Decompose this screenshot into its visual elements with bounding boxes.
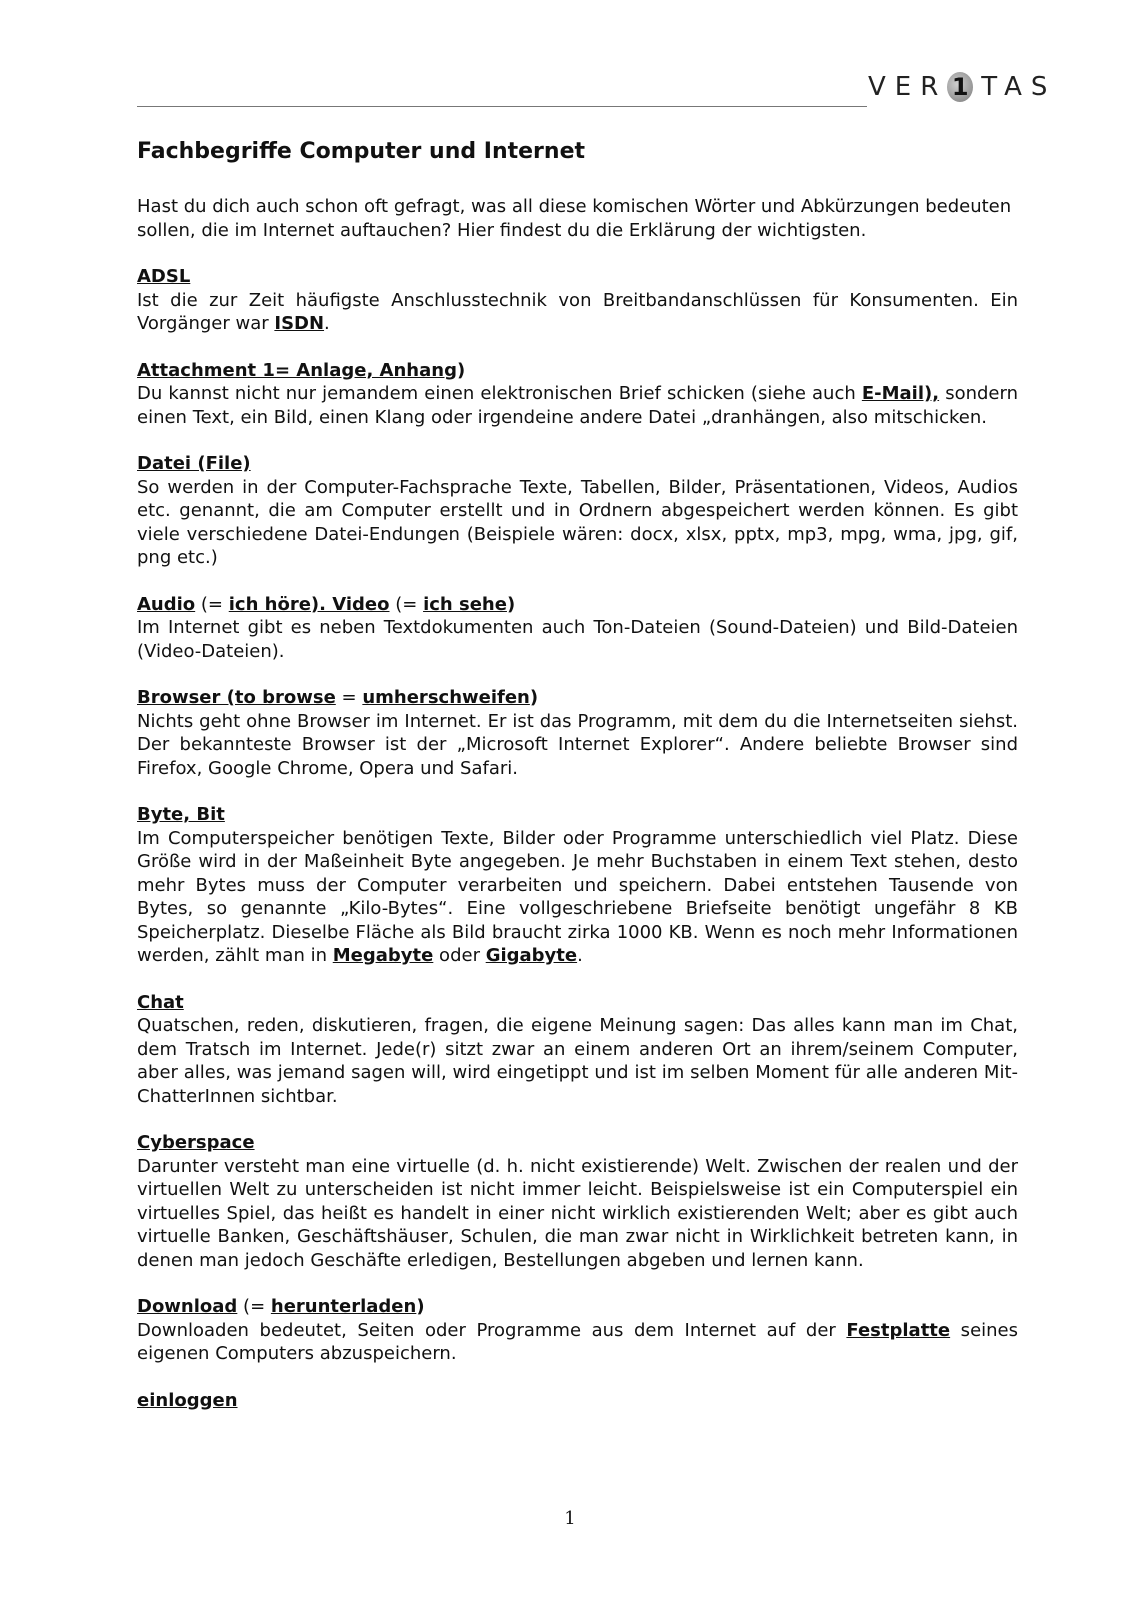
entry-byte-bit: [137, 803, 1018, 968]
entry-audio-video: [137, 593, 1018, 664]
term-definition: Ist die zur Zeit häufigste Anschlusstechnik von Breitbandanschlüssen für Konsumenten. Ein Vorgänger war ISDN.: [137, 289, 1018, 334]
entry-adsl: [137, 265, 1018, 336]
term-heading: Chat: [137, 991, 184, 1013]
term-heading: Byte, Bit: [137, 804, 225, 825]
header-divider: [137, 106, 867, 107]
term-definition: Im Computerspeicher benötigen Texte, Bilder oder Programme unterschiedlich viel Platz. Diese Größe wird in der Maßeinheit Byte angegeben. Je mehr Buchstaben in einem Text stehen, desto mehr Bytes muss der Computer verarbeiten und speichern. Dabei entstehen Tausende von Bytes, so genannte „Kilo-Bytes“. Eine vollgeschriebene Briefseite benötigt ungefähr 8 KB Speicherplatz. Dieselbe Fläche als Bild braucht zirka 1000 KB. Wenn es noch mehr Informationen werden, zählt man in Megabyte oder Gigabyte.: [137, 827, 1018, 966]
entry-browser: [137, 686, 1018, 780]
term-definition: Quatschen, reden, diskutieren, fragen, die eigene Meinung sagen: Das alles kann man im Chat, dem Tratsch im Internet. Jede(r) sitzt zwar an einem anderen Ort an ihrem/seinem Computer, aber alles, was jemand sagen will, wird eingetippt und ist im selben Moment für alle anderen Mit-ChatterInnen sichtbar.: [137, 1015, 1018, 1107]
entry-cyberspace: [137, 1131, 1018, 1272]
term-definition: Im Internet gibt es neben Textdokumenten auch Ton-Dateien (Sound-Dateien) und Bild-Dateien (Video-Dateien).: [137, 617, 1018, 662]
entry-datei: [137, 452, 1018, 570]
term-link-festplatte[interactable]: Festplatte: [846, 1319, 951, 1341]
entry-attachment: [137, 359, 1018, 430]
term-definition: Du kannst nicht nur jemandem einen elektronischen Brief schicken (siehe auch E-Mail), sondern einen Text, ein Bild, einen Klang oder irgendeine andere Datei „dranhängen, also mitschicken.: [137, 383, 1018, 428]
logo-text-prefix: VER: [868, 72, 948, 102]
entry-chat: [137, 991, 1018, 1109]
term-link-isdn[interactable]: ISDN: [274, 313, 325, 334]
term-definition: Darunter versteht man eine virtuelle (d. h. nicht existierende) Welt. Zwischen der realen und der virtuellen Welt zu unterscheiden ist nicht immer leicht. Beispielsweise ist ein Computerspiel ein virtuelles Spiel, das heißt es handelt in einer nicht wirklich existierenden Welt; aber es gibt auch virtuelle Banken, Geschäftshäuser, Schulen, die man zwar nicht in Wirklichkeit betreten kann, in denen man jedoch Geschäfte erledigen, Bestellungen abgeben und lernen kann.: [137, 1155, 1018, 1271]
term-definition: Nichts geht ohne Browser im Internet. Er ist das Programm, mit dem du die Internetseiten siehst. Der bekannteste Browser ist der „Microsoft Internet Explorer“. Andere beliebte Browser sind Firefox, Google Chrome, Opera und Safari.: [137, 710, 1018, 779]
intro-paragraph: Hast du dich auch schon oft gefragt, was all diese komischen Wörter und Abkürzungen bedeuten sollen, die im Internet auftauchen? Hier findest du die Erklärung der wichtigsten.: [137, 196, 1012, 241]
term-link-megabyte[interactable]: Megabyte: [332, 945, 434, 966]
term-heading: Cyberspace: [137, 1132, 255, 1153]
document-body: [137, 137, 1018, 1435]
logo-digit: 1: [947, 72, 973, 102]
term-link-gigabyte[interactable]: Gigabyte: [485, 945, 578, 966]
logo-text-suffix: TAS: [981, 72, 1057, 102]
term-definition: Downloaden bedeutet, Seiten oder Programme aus dem Internet auf der Festplatte seines eigenen Computers abzuspeichern.: [137, 1319, 1018, 1364]
term-heading: Audio (= ich höre). Video (= ich sehe): [137, 593, 516, 615]
document-title: Fachbegriffe Computer und Internet: [137, 139, 586, 164]
term-heading: Browser (to browse = umherschweifen): [137, 687, 539, 708]
entry-download: [137, 1295, 1018, 1366]
term-definition: So werden in der Computer-Fachsprache Texte, Tabellen, Bilder, Präsentationen, Videos, Audios etc. genannt, die am Computer erstellt und in Ordnern abgespeichert werden können. Es gibt viele verschiedene Datei-Endungen (Beispiele wären: docx, xlsx, pptx, mp3, mpg, wma, jpg, gif, png etc.): [137, 476, 1018, 568]
veritas-logo: [868, 70, 1056, 104]
term-heading: Attachment 1= Anlage, Anhang): [137, 359, 466, 381]
term-link-email[interactable]: E-Mail),: [861, 383, 940, 404]
term-heading: Download (= herunterladen): [137, 1296, 425, 1317]
term-heading: ADSL: [137, 266, 191, 287]
page-number: 1: [564, 1508, 576, 1529]
entry-einloggen: [137, 1389, 1018, 1413]
term-heading: einloggen: [137, 1389, 238, 1411]
term-heading: Datei (File): [137, 453, 251, 474]
